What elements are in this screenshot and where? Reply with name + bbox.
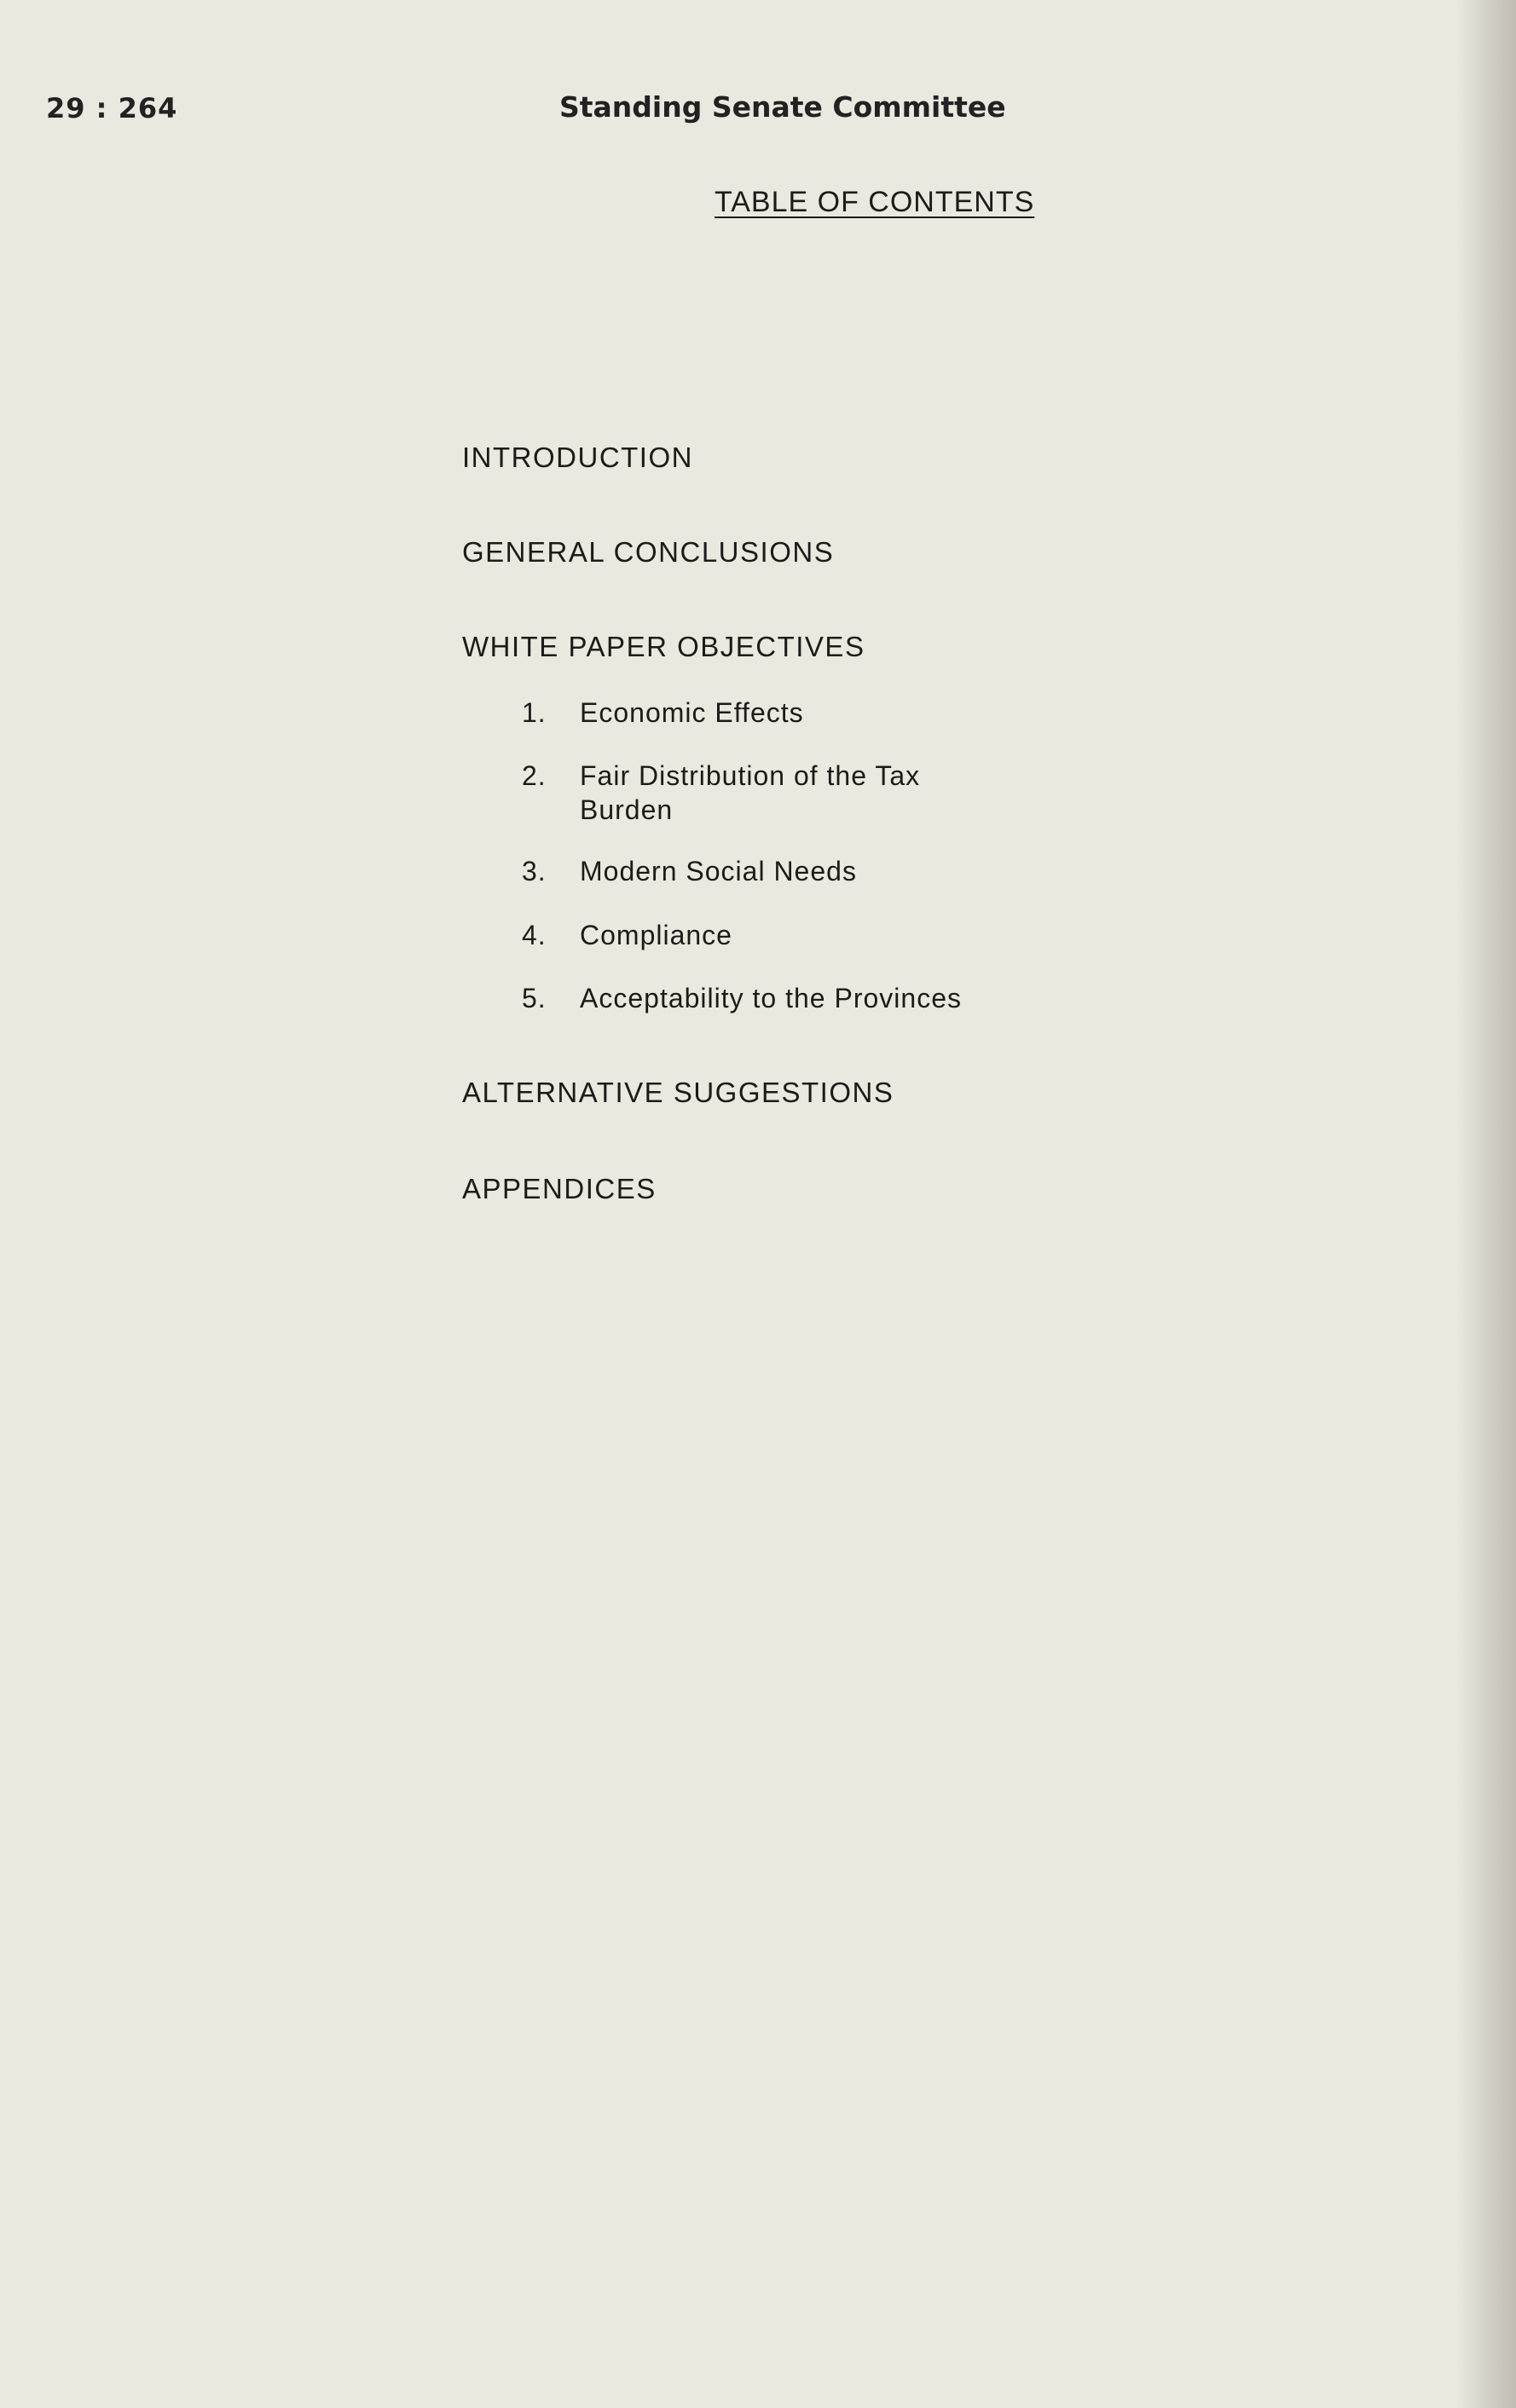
toc-entry-general-conclusions: GENERAL CONCLUSIONS [462, 536, 835, 568]
toc-entry-introduction: INTRODUCTION [462, 442, 693, 473]
page-edge-shadow [1456, 0, 1516, 2408]
toc-subentry-1 [522, 696, 804, 730]
toc-entry-appendices: APPENDICES [462, 1173, 657, 1204]
toc-entry-white-paper-objectives: WHITE PAPER OBJECTIVES [462, 631, 865, 662]
toc-subentry-3 [522, 854, 857, 888]
toc-subentry-label: Acceptability to the Provinces [580, 983, 962, 1013]
toc-subentry-label: Economic Effects [580, 697, 804, 728]
toc-subentry-label: Modern Social Needs [580, 856, 857, 886]
toc-title: TABLE OF CONTENTS [715, 186, 1035, 218]
toc-subentry-label: Compliance [580, 920, 732, 950]
running-head: Standing Senate Committee [559, 90, 1006, 124]
toc-subentry-number: 3. [522, 856, 547, 886]
toc-subentry-label-continued: Burden [580, 794, 674, 825]
toc-subentry-number: 2. [522, 760, 547, 791]
toc-subentry-2 [522, 759, 920, 827]
toc-subentry-4 [522, 918, 732, 952]
toc-subentry-number: 5. [522, 983, 547, 1013]
page-number: 29 : 264 [46, 92, 178, 124]
toc-entry-alternative-suggestions: ALTERNATIVE SUGGESTIONS [462, 1077, 894, 1108]
toc-subentry-number: 4. [522, 920, 547, 950]
toc-subentry-label: Fair Distribution of the Tax [580, 760, 921, 791]
toc-subentry-5 [522, 981, 962, 1015]
toc-subentry-number: 1. [522, 697, 547, 728]
